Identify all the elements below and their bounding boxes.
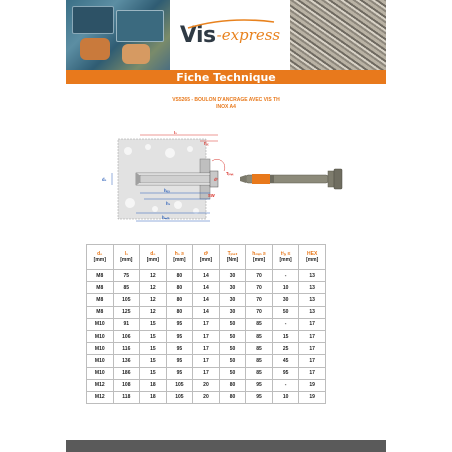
table-cell: 12 [140, 294, 167, 306]
header-unit: [mm] [173, 257, 186, 263]
table-cell: 105 [113, 294, 140, 306]
header-unit: [mm] [306, 257, 319, 263]
dimensions-table-wrap [86, 244, 326, 404]
table-cell: 12 [140, 282, 167, 294]
header-unit: [mm] [120, 257, 133, 263]
table-cell: 70 [246, 270, 273, 282]
header-symbol: d₀ [150, 251, 156, 257]
header-symbol: Tᵢₙₛₜ [227, 251, 238, 257]
table-cell: M10 [87, 355, 114, 367]
header [66, 0, 386, 70]
table-cell: 10 [272, 282, 299, 294]
table-cell: 30 [219, 306, 246, 318]
header-symbol: dᶠ [203, 251, 209, 257]
table-cell: 75 [113, 270, 140, 282]
table-cell: 25 [272, 343, 299, 355]
logo-vis-text: Vis [179, 22, 216, 48]
table-row [87, 294, 326, 306]
table-cell: M10 [87, 367, 114, 379]
table-cell: 105 [166, 379, 193, 391]
table-row [87, 343, 326, 355]
anchor-bolt-image [240, 169, 342, 189]
table-cell: 30 [272, 294, 299, 306]
table-cell: 70 [246, 306, 273, 318]
table-cell: 13 [299, 270, 326, 282]
table-cell: 20 [193, 391, 220, 403]
table-cell: 105 [166, 391, 193, 403]
table-cell: M10 [87, 318, 114, 330]
table-cell: 95 [272, 367, 299, 379]
table-cell: 95 [166, 355, 193, 367]
title-banner [66, 70, 386, 84]
table-cell: M10 [87, 330, 114, 342]
table-cell: 20 [193, 379, 220, 391]
table-cell: M12 [87, 379, 114, 391]
label-hmin: hₘᵢₙ [162, 215, 170, 220]
table-cell: 80 [166, 294, 193, 306]
table-cell: 17 [193, 318, 220, 330]
header-symbol: HEX [307, 251, 318, 257]
logo [170, 0, 290, 70]
table-header-cell [113, 245, 140, 270]
table-cell: 95 [166, 318, 193, 330]
table-row [87, 282, 326, 294]
table-cell: 186 [113, 367, 140, 379]
table-cell: - [272, 270, 299, 282]
table-cell: 50 [219, 330, 246, 342]
table-cell: 85 [246, 367, 273, 379]
technical-drawing [100, 131, 352, 231]
table-cell: 70 [246, 282, 273, 294]
table-cell: 70 [246, 294, 273, 306]
label-h1: h₁ [166, 201, 171, 206]
table-cell: 50 [219, 367, 246, 379]
table-header-cell [299, 245, 326, 270]
table-cell: 80 [166, 270, 193, 282]
label-df: dᶠ [214, 177, 218, 182]
header-unit: [mm] [146, 257, 159, 263]
table-cell: M10 [87, 343, 114, 355]
table-cell: 30 [219, 294, 246, 306]
table-cell: 80 [219, 391, 246, 403]
header-photo-toolbox [66, 0, 170, 70]
header-unit: [mm] [279, 257, 292, 263]
table-cell: 17 [193, 367, 220, 379]
table-cell: 15 [140, 367, 167, 379]
table-cell: 12 [140, 306, 167, 318]
table-cell: M8 [87, 294, 114, 306]
table-cell: 15 [272, 330, 299, 342]
table-cell: 13 [299, 294, 326, 306]
logo-express-text: -express [216, 26, 281, 44]
label-tinst: Tᵢₙₛₜ [226, 171, 234, 176]
table-cell: 95 [166, 367, 193, 379]
table-cell: 17 [299, 355, 326, 367]
table-cell: 116 [113, 343, 140, 355]
table-cell: 17 [299, 330, 326, 342]
header-symbol: d₀ [97, 251, 103, 257]
table-cell: 19 [299, 379, 326, 391]
table-row [87, 318, 326, 330]
table-cell: 50 [219, 318, 246, 330]
table-cell: 95 [246, 391, 273, 403]
product-title [120, 97, 332, 111]
table-header-cell [246, 245, 273, 270]
table-header-cell [140, 245, 167, 270]
table-cell: 136 [113, 355, 140, 367]
table-cell: 10 [272, 391, 299, 403]
table-cell: 30 [219, 282, 246, 294]
product-title-line1: VS5265 - BOULON D'ANCRAGE AVEC VIS TH [172, 97, 280, 103]
table-cell: 91 [113, 318, 140, 330]
table-cell: 50 [219, 355, 246, 367]
table-row [87, 355, 326, 367]
header-symbol: tᶠᵢₓ ≤ [280, 251, 291, 257]
header-symbol: l₁ [124, 251, 129, 257]
table-header-cell [87, 245, 114, 270]
table-cell: 15 [140, 318, 167, 330]
table-cell: 85 [246, 318, 273, 330]
banner-title: Fiche Technique [176, 70, 276, 84]
label-l1: l₁ [174, 131, 177, 135]
table-header-cell [193, 245, 220, 270]
table-cell: 17 [193, 355, 220, 367]
table-cell: 95 [166, 330, 193, 342]
table-cell: 95 [166, 343, 193, 355]
table-row [87, 367, 326, 379]
table-row [87, 391, 326, 403]
label-hef: hₑₔ [164, 188, 170, 193]
table-cell: 80 [166, 282, 193, 294]
table-cell: M8 [87, 270, 114, 282]
table-cell: 118 [113, 391, 140, 403]
table-row [87, 270, 326, 282]
header-symbol: h₁ ≥ [174, 251, 185, 257]
table-cell: M8 [87, 306, 114, 318]
table-cell: 14 [193, 270, 220, 282]
table-cell: 106 [113, 330, 140, 342]
header-unit: [Nm] [226, 257, 239, 263]
table-cell: 15 [140, 343, 167, 355]
table-header-cell [166, 245, 193, 270]
table-cell: - [272, 318, 299, 330]
table-cell: 125 [113, 306, 140, 318]
table-cell: 45 [272, 355, 299, 367]
anchor-section [136, 171, 218, 187]
table-header-cell [272, 245, 299, 270]
table-cell: 80 [166, 306, 193, 318]
header-unit: [mm] [93, 257, 106, 263]
table-cell: 15 [140, 355, 167, 367]
table-cell: 85 [113, 282, 140, 294]
table-cell: 18 [140, 379, 167, 391]
table-cell: 17 [299, 367, 326, 379]
table-cell: 108 [113, 379, 140, 391]
table-cell: 95 [246, 379, 273, 391]
table-cell: 85 [246, 343, 273, 355]
header-unit: [mm] [252, 257, 266, 263]
table-cell: 14 [193, 306, 220, 318]
table-row [87, 306, 326, 318]
header-unit: [mm] [199, 257, 213, 263]
table-row [87, 379, 326, 391]
table-cell: 18 [140, 391, 167, 403]
table-cell: 80 [219, 379, 246, 391]
table-cell: 17 [193, 343, 220, 355]
table-cell: 50 [219, 343, 246, 355]
table-cell: M12 [87, 391, 114, 403]
table-cell: 17 [299, 318, 326, 330]
table-cell: 13 [299, 282, 326, 294]
footer-bar [66, 440, 386, 452]
table-cell: 13 [299, 306, 326, 318]
product-title-line2: INOX A4 [216, 104, 236, 110]
table-row [87, 330, 326, 342]
label-sw: SW [208, 193, 215, 198]
table-cell: - [272, 379, 299, 391]
dimensions-table [86, 244, 326, 404]
table-cell: 85 [246, 355, 273, 367]
logo-swoosh-icon [178, 14, 282, 34]
header-symbol: hₘᵢₙ ≥ [252, 251, 266, 257]
table-cell: 12 [140, 270, 167, 282]
table-cell: 15 [140, 330, 167, 342]
table-header-row [87, 245, 326, 270]
table-cell: 30 [219, 270, 246, 282]
table-cell: M8 [87, 282, 114, 294]
table-body [87, 270, 326, 404]
table-cell: 14 [193, 282, 220, 294]
table-cell: 85 [246, 330, 273, 342]
table-cell: 50 [272, 306, 299, 318]
table-cell: 19 [299, 391, 326, 403]
table-header-cell [219, 245, 246, 270]
table-cell: 17 [299, 343, 326, 355]
table-cell: 14 [193, 294, 220, 306]
label-d0: d₀ [102, 177, 107, 182]
table-cell: 17 [193, 330, 220, 342]
label-tfix: tᶠᵢₓ [204, 141, 209, 146]
header-photo-screws [290, 0, 386, 70]
